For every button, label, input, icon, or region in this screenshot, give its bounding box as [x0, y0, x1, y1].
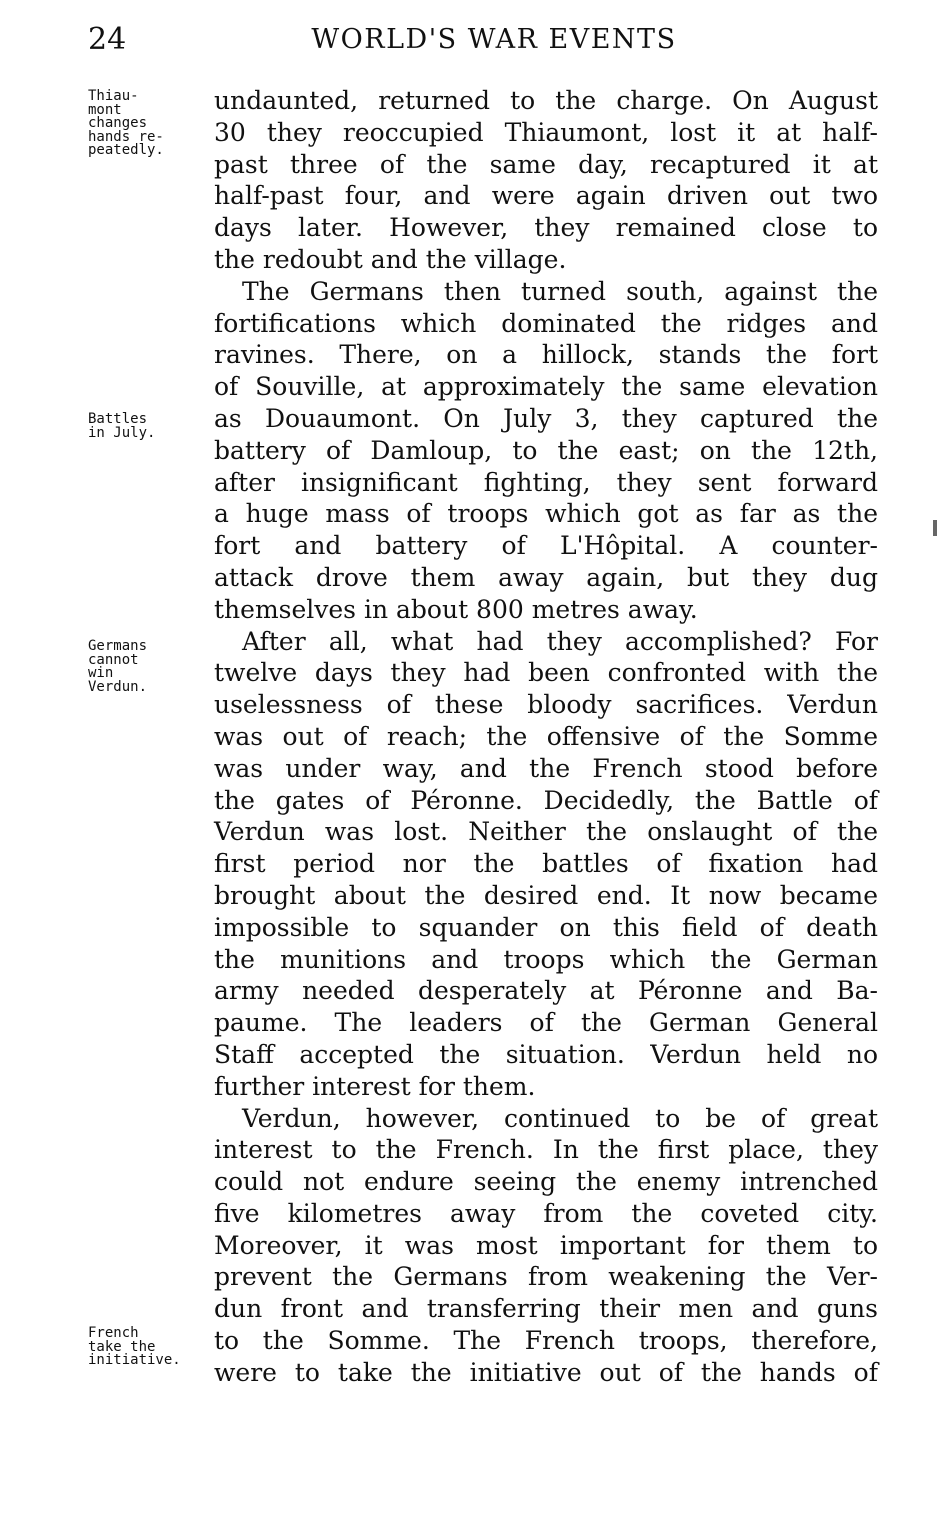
- text-line: Staff accepted the situation. Verdun held no: [214, 1039, 878, 1069]
- text-line: twelve days they had been confronted with the: [214, 658, 878, 688]
- margin-note-battles-july: [88, 413, 208, 440]
- text-line: fortifications which dominated the ridges and: [214, 308, 878, 338]
- text-line: ravines. There, on a hillock, stands the fort: [214, 340, 878, 370]
- margin-note-line: French: [88, 1325, 139, 1341]
- text-line: Verdun, however, continued to be of great: [242, 1103, 878, 1133]
- text-line: undaunted, returned to the charge. On August: [214, 86, 878, 115]
- margin-note-line: Thiau-: [88, 88, 139, 104]
- text-line: to the Somme. The French troops, therefore,: [214, 1326, 878, 1356]
- text-line: After all, what had they accomplished? For: [242, 626, 878, 656]
- margin-note-line: mont: [88, 101, 122, 118]
- margin-note-line: changes: [88, 115, 148, 131]
- text-line: first period nor the battles of fixation had: [214, 849, 878, 879]
- margin-note-line: Verdun.: [88, 678, 148, 695]
- text-line: was under way, and the French stood before: [214, 753, 878, 783]
- body-text: [214, 85, 878, 1389]
- text-line: paume. The leaders of the German General: [214, 1008, 878, 1038]
- text-line: brought about the desired end. It now became: [214, 880, 878, 910]
- text-line: the gates of Péronne. Decidedly, the Battle of: [214, 785, 878, 815]
- scan-artifact: [933, 520, 937, 536]
- page-number: 24: [88, 22, 127, 57]
- text-line: 30 they reoccupied Thiaumont, lost it at half-: [214, 117, 878, 147]
- text-line: dun front and transferring their men and guns: [214, 1294, 878, 1324]
- text-line: army needed desperately at Péronne and Ba-: [214, 976, 878, 1006]
- text-line: attack drove them away again, but they dug: [214, 562, 878, 592]
- margin-note-germans-cannot-win: [88, 640, 208, 694]
- text-line: battery of Damloup, to the east; on the 12th,: [214, 435, 878, 465]
- text-line: further interest for them.: [214, 1071, 536, 1101]
- text-line: interest to the French. In the first place, they: [214, 1135, 878, 1165]
- running-title: WORLD'S WAR EVENTS: [311, 24, 677, 55]
- text-line: prevent the Germans from weakening the Ver-: [214, 1262, 878, 1292]
- margin-note-line: win: [88, 665, 114, 681]
- text-line: fort and battery of L'Hôpital. A counter-: [214, 531, 878, 561]
- margin-note-line: Germans: [88, 638, 148, 654]
- text-line: The Germans then turned south, against the: [242, 276, 878, 306]
- text-line: of Souville, at approximately the same elevation: [214, 372, 878, 402]
- margin-note-line: initiative.: [88, 1352, 181, 1368]
- margin-note-line: hands re-: [88, 128, 164, 145]
- margin-note-thiaumont: [88, 90, 208, 158]
- margin-note-line: take the: [88, 1338, 156, 1355]
- text-line: as Douaumont. On July 3, they captured the: [214, 403, 878, 433]
- text-line: Verdun was lost. Neither the onslaught of the: [214, 817, 878, 847]
- text-line: uselessness of these bloody sacrifices. Verdun: [214, 690, 878, 720]
- text-line: themselves in about 800 metres away.: [214, 594, 698, 624]
- text-line: half-past four, and were again driven out two: [214, 181, 878, 211]
- text-line: after insignificant fighting, they sent forward: [214, 467, 878, 497]
- text-line: could not endure seeing the enemy intrenched: [214, 1167, 878, 1197]
- text-line: the munitions and troops which the German: [214, 944, 878, 974]
- margin-note-line: peatedly.: [88, 142, 164, 158]
- text-line: Moreover, it was most important for them to: [214, 1230, 878, 1260]
- text-line: days later. However, they remained close to: [214, 213, 878, 243]
- text-line: the redoubt and the village.: [214, 244, 567, 274]
- margin-note-line: in July.: [88, 424, 156, 441]
- margin-note-line: Battles: [88, 411, 148, 427]
- text-line: a huge mass of troops which got as far as the: [214, 499, 878, 529]
- text-line: impossible to squander on this field of death: [214, 912, 878, 942]
- text-line: were to take the initiative out of the hands of: [214, 1357, 878, 1387]
- text-line: five kilometres away from the coveted city.: [214, 1198, 878, 1228]
- margin-note-french-initiative: [88, 1327, 208, 1368]
- text-line: past three of the same day, recaptured it at: [214, 149, 878, 179]
- margin-note-line: cannot: [88, 651, 139, 668]
- text-line: was out of reach; the offensive of the Somme: [214, 721, 878, 751]
